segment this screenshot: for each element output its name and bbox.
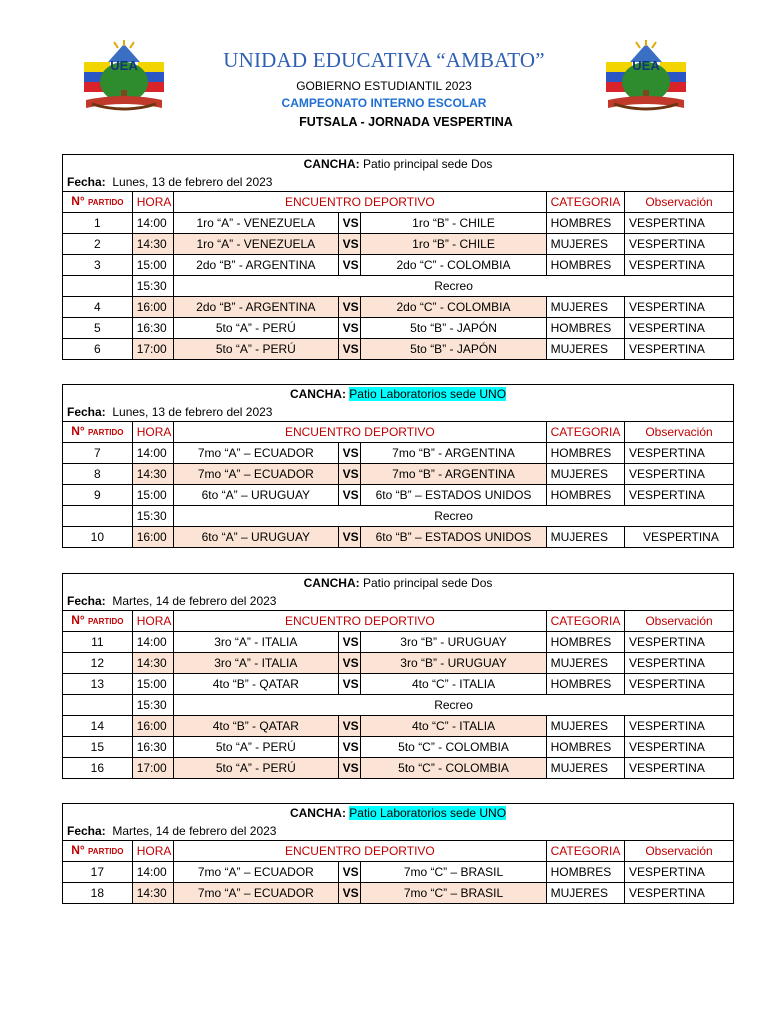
- match-number: 3: [63, 255, 133, 276]
- match-time: 14:00: [132, 443, 173, 464]
- recreo-row: [63, 276, 734, 297]
- observation: VESPERTINA: [625, 632, 734, 653]
- cancha-row: [63, 155, 734, 174]
- match-number: 10: [63, 527, 133, 548]
- cancha-name: Patio Laboratorios sede UNO: [349, 806, 507, 820]
- team-b: 4to “C” - ITALIA: [361, 716, 546, 737]
- vs-label: VS: [338, 758, 361, 779]
- match-number: [63, 695, 133, 716]
- match-time: 16:00: [132, 716, 173, 737]
- vs-label: VS: [338, 737, 361, 758]
- match-time: 17:00: [132, 758, 173, 779]
- cancha-row: [63, 385, 734, 404]
- category: MUJERES: [546, 297, 624, 318]
- team-b: 3ro “B” - URUGUAY: [361, 653, 546, 674]
- col-header-partido-label: PARTIDO: [88, 617, 124, 626]
- match-time: 16:30: [132, 318, 173, 339]
- logo-text: UEA: [110, 58, 138, 73]
- col-header-partido-label: PARTIDO: [88, 198, 124, 207]
- vs-label: VS: [338, 632, 361, 653]
- vs-label: VS: [338, 862, 361, 883]
- category: MUJERES: [546, 339, 624, 360]
- cancha-label: CANCHA:: [303, 576, 360, 590]
- match-number: [63, 506, 133, 527]
- team-a: 5to “A” - PERÚ: [174, 318, 338, 339]
- match-number: 17: [63, 862, 133, 883]
- observation: VESPERTINA: [625, 653, 734, 674]
- fecha-value: Martes, 14 de febrero del 2023: [112, 594, 277, 608]
- match-time: 15:00: [132, 485, 173, 506]
- category: HOMBRES: [546, 213, 624, 234]
- team-a: 7mo “A” – ECUADOR: [174, 464, 338, 485]
- fecha-label: Fecha:: [67, 405, 106, 419]
- col-header-encuentro: ENCUENTRO DEPORTIVO: [174, 192, 547, 213]
- match-time: 15:00: [132, 674, 173, 695]
- team-a: 7mo “A” – ECUADOR: [174, 883, 338, 904]
- match-row: [63, 716, 734, 737]
- fecha-cell: [63, 822, 734, 841]
- match-number: 11: [63, 632, 133, 653]
- match-number: 15: [63, 737, 133, 758]
- observation: VESPERTINA: [625, 318, 734, 339]
- recreo-label: Recreo: [174, 695, 734, 716]
- observation: VESPERTINA: [625, 443, 734, 464]
- col-header-num-label: N°: [71, 424, 85, 438]
- vs-label: VS: [338, 443, 361, 464]
- cancha-label: CANCHA:: [303, 157, 360, 171]
- team-a: 6to “A” – URUGUAY: [174, 527, 338, 548]
- team-a: 2do “B” - ARGENTINA: [174, 255, 338, 276]
- team-b: 3ro “B” - URUGUAY: [361, 632, 546, 653]
- vs-label: VS: [338, 297, 361, 318]
- team-a: 2do “B” - ARGENTINA: [174, 297, 338, 318]
- col-header-categoria: CATEGORIA: [546, 422, 624, 443]
- col-header-categoria: CATEGORIA: [546, 192, 624, 213]
- match-number: 2: [63, 234, 133, 255]
- team-a: 5to “A” - PERÚ: [174, 339, 338, 360]
- col-header-encuentro: ENCUENTRO DEPORTIVO: [174, 611, 547, 632]
- match-number: 4: [63, 297, 133, 318]
- team-b: 5to “C” - COLOMBIA: [361, 737, 546, 758]
- logo-text: UEA: [632, 58, 660, 73]
- campeonato-subtitle: CAMPEONATO INTERNO ESCOLAR: [281, 96, 487, 110]
- cancha-cell: [63, 574, 734, 593]
- team-a: 4to “B” - QATAR: [174, 716, 338, 737]
- col-header-partido-label: PARTIDO: [88, 847, 124, 856]
- fecha-cell: [63, 592, 734, 611]
- vs-label: VS: [338, 213, 361, 234]
- vs-label: VS: [338, 464, 361, 485]
- match-row: [63, 255, 734, 276]
- match-row: [63, 737, 734, 758]
- col-header-num: [63, 841, 133, 862]
- cancha-row: [63, 804, 734, 823]
- column-header-row: [63, 841, 734, 862]
- match-time: 15:30: [132, 506, 173, 527]
- match-number: 6: [63, 339, 133, 360]
- column-header-row: [63, 192, 734, 213]
- match-row: [63, 862, 734, 883]
- match-number: 1: [63, 213, 133, 234]
- team-b: 5to “C” - COLOMBIA: [361, 758, 546, 779]
- vs-label: VS: [338, 485, 361, 506]
- column-header-row: [63, 422, 734, 443]
- team-a: 5to “A” - PERÚ: [174, 758, 338, 779]
- match-row: [63, 485, 734, 506]
- match-number: 18: [63, 883, 133, 904]
- recreo-label: Recreo: [174, 276, 734, 297]
- observation: VESPERTINA: [625, 716, 734, 737]
- vs-label: VS: [338, 716, 361, 737]
- schedule-table: [62, 384, 734, 548]
- observation: VESPERTINA: [625, 737, 734, 758]
- schedule-table: [62, 573, 734, 779]
- category: MUJERES: [546, 883, 624, 904]
- col-header-hora: HORA: [132, 841, 173, 862]
- match-row: [63, 883, 734, 904]
- match-time: 14:30: [132, 464, 173, 485]
- category: MUJERES: [546, 464, 624, 485]
- match-time: 16:30: [132, 737, 173, 758]
- vs-label: VS: [338, 527, 361, 548]
- col-header-hora: HORA: [132, 611, 173, 632]
- vs-label: VS: [338, 883, 361, 904]
- team-b: 5to “B” - JAPÓN: [361, 318, 546, 339]
- observation: VESPERTINA: [625, 758, 734, 779]
- school-title: UNIDAD EDUCATIVA “AMBATO”: [223, 48, 545, 72]
- col-header-observacion: Observación: [625, 611, 734, 632]
- observation: VESPERTINA: [625, 674, 734, 695]
- col-header-num: [63, 192, 133, 213]
- fecha-row: [63, 592, 734, 611]
- match-time: 17:00: [132, 339, 173, 360]
- fecha-cell: [63, 173, 734, 192]
- team-a: 4to “B” - QATAR: [174, 674, 338, 695]
- team-b: 6to “B” – ESTADOS UNIDOS: [361, 485, 546, 506]
- col-header-observacion: Observación: [625, 841, 734, 862]
- col-header-num-label: N°: [71, 194, 85, 208]
- team-b: 4to “C” - ITALIA: [361, 674, 546, 695]
- recreo-row: [63, 695, 734, 716]
- category: MUJERES: [546, 653, 624, 674]
- fecha-row: [63, 173, 734, 192]
- category: HOMBRES: [546, 443, 624, 464]
- team-a: 3ro “A” - ITALIA: [174, 653, 338, 674]
- team-b: 7mo “B” - ARGENTINA: [361, 443, 546, 464]
- schedule-table: [62, 803, 734, 904]
- vs-label: VS: [338, 653, 361, 674]
- match-number: [63, 276, 133, 297]
- team-b: 7mo “C” – BRASIL: [361, 883, 546, 904]
- team-a: 7mo “A” – ECUADOR: [174, 862, 338, 883]
- cancha-name: Patio Laboratorios sede UNO: [349, 387, 507, 401]
- cancha-row: [63, 574, 734, 593]
- category: HOMBRES: [546, 318, 624, 339]
- fecha-label: Fecha:: [67, 594, 106, 608]
- match-time: 16:00: [132, 297, 173, 318]
- col-header-num-label: N°: [71, 843, 85, 857]
- match-number: 7: [63, 443, 133, 464]
- category: HOMBRES: [546, 632, 624, 653]
- match-row: [63, 234, 734, 255]
- match-time: 14:00: [132, 862, 173, 883]
- match-row: [63, 339, 734, 360]
- observation: VESPERTINA: [625, 255, 734, 276]
- fecha-value: Lunes, 13 de febrero del 2023: [112, 175, 273, 189]
- cancha-name: Patio principal sede Dos: [362, 157, 493, 171]
- match-number: 5: [63, 318, 133, 339]
- category: HOMBRES: [546, 255, 624, 276]
- cancha-label: CANCHA:: [289, 387, 346, 401]
- team-b: 5to “B” - JAPÓN: [361, 339, 546, 360]
- team-a: 5to “A” - PERÚ: [174, 737, 338, 758]
- category: MUJERES: [546, 527, 624, 548]
- recreo-label: Recreo: [174, 506, 734, 527]
- team-a: 6to “A” – URUGUAY: [174, 485, 338, 506]
- col-header-encuentro: ENCUENTRO DEPORTIVO: [174, 422, 547, 443]
- col-header-hora: HORA: [132, 422, 173, 443]
- recreo-row: [63, 506, 734, 527]
- observation: VESPERTINA: [625, 213, 734, 234]
- category: MUJERES: [546, 234, 624, 255]
- match-time: 14:30: [132, 653, 173, 674]
- team-a: 1ro “A” - VENEZUELA: [174, 234, 338, 255]
- team-b: 1ro “B” - CHILE: [361, 234, 546, 255]
- observation: VESPERTINA: [625, 464, 734, 485]
- vs-label: VS: [338, 255, 361, 276]
- col-header-observacion: Observación: [625, 192, 734, 213]
- match-number: 12: [63, 653, 133, 674]
- gobierno-subtitle: GOBIERNO ESTUDIANTIL 2023: [296, 79, 472, 93]
- col-header-num: [63, 422, 133, 443]
- team-b: 1ro “B” - CHILE: [361, 213, 546, 234]
- vs-label: VS: [338, 674, 361, 695]
- match-number: 16: [63, 758, 133, 779]
- observation: VESPERTINA: [625, 527, 734, 548]
- cancha-name: Patio principal sede Dos: [362, 576, 493, 590]
- observation: VESPERTINA: [625, 883, 734, 904]
- observation: VESPERTINA: [625, 234, 734, 255]
- match-time: 14:00: [132, 213, 173, 234]
- fecha-label: Fecha:: [67, 824, 106, 838]
- match-time: 14:00: [132, 632, 173, 653]
- col-header-categoria: CATEGORIA: [546, 841, 624, 862]
- match-row: [63, 464, 734, 485]
- match-row: [63, 213, 734, 234]
- col-header-num: [63, 611, 133, 632]
- schedule-table: [62, 154, 734, 360]
- col-header-partido-label: PARTIDO: [88, 428, 124, 437]
- vs-label: VS: [338, 234, 361, 255]
- fecha-cell: [63, 403, 734, 422]
- match-row: [63, 318, 734, 339]
- col-header-categoria: CATEGORIA: [546, 611, 624, 632]
- col-header-hora: HORA: [132, 192, 173, 213]
- vs-label: VS: [338, 318, 361, 339]
- vs-label: VS: [338, 339, 361, 360]
- match-time: 16:00: [132, 527, 173, 548]
- team-b: 2do “C” - COLOMBIA: [361, 297, 546, 318]
- match-row: [63, 674, 734, 695]
- team-a: 1ro “A” - VENEZUELA: [174, 213, 338, 234]
- match-number: 8: [63, 464, 133, 485]
- match-time: 15:30: [132, 695, 173, 716]
- category: MUJERES: [546, 716, 624, 737]
- match-row: [63, 527, 734, 548]
- col-header-encuentro: ENCUENTRO DEPORTIVO: [174, 841, 547, 862]
- column-header-row: [63, 611, 734, 632]
- fecha-value: Martes, 14 de febrero del 2023: [112, 824, 277, 838]
- observation: VESPERTINA: [625, 339, 734, 360]
- fecha-label: Fecha:: [67, 175, 106, 189]
- match-row: [63, 653, 734, 674]
- category: MUJERES: [546, 758, 624, 779]
- category: HOMBRES: [546, 485, 624, 506]
- team-a: 7mo “A” – ECUADOR: [174, 443, 338, 464]
- col-header-num-label: N°: [71, 613, 85, 627]
- team-b: 7mo “C” – BRASIL: [361, 862, 546, 883]
- match-row: [63, 758, 734, 779]
- category: HOMBRES: [546, 674, 624, 695]
- category: HOMBRES: [546, 862, 624, 883]
- fecha-value: Lunes, 13 de febrero del 2023: [112, 405, 273, 419]
- match-number: 13: [63, 674, 133, 695]
- fecha-row: [63, 822, 734, 841]
- fecha-row: [63, 403, 734, 422]
- category: HOMBRES: [546, 737, 624, 758]
- match-row: [63, 443, 734, 464]
- cancha-cell: [63, 385, 734, 404]
- match-number: 14: [63, 716, 133, 737]
- futsala-subtitle: FUTSALA - JORNADA VESPERTINA: [299, 115, 513, 129]
- match-time: 14:30: [132, 234, 173, 255]
- match-time: 14:30: [132, 883, 173, 904]
- match-row: [63, 297, 734, 318]
- team-b: 6to “B” – ESTADOS UNIDOS: [361, 527, 546, 548]
- match-row: [63, 632, 734, 653]
- col-header-observacion: Observación: [625, 422, 734, 443]
- team-a: 3ro “A” - ITALIA: [174, 632, 338, 653]
- match-time: 15:30: [132, 276, 173, 297]
- cancha-label: CANCHA:: [289, 806, 346, 820]
- cancha-cell: [63, 155, 734, 174]
- team-b: 7mo “B” - ARGENTINA: [361, 464, 546, 485]
- observation: VESPERTINA: [625, 485, 734, 506]
- observation: VESPERTINA: [625, 297, 734, 318]
- match-number: 9: [63, 485, 133, 506]
- observation: VESPERTINA: [625, 862, 734, 883]
- cancha-cell: [63, 804, 734, 823]
- match-time: 15:00: [132, 255, 173, 276]
- team-b: 2do “C” - COLOMBIA: [361, 255, 546, 276]
